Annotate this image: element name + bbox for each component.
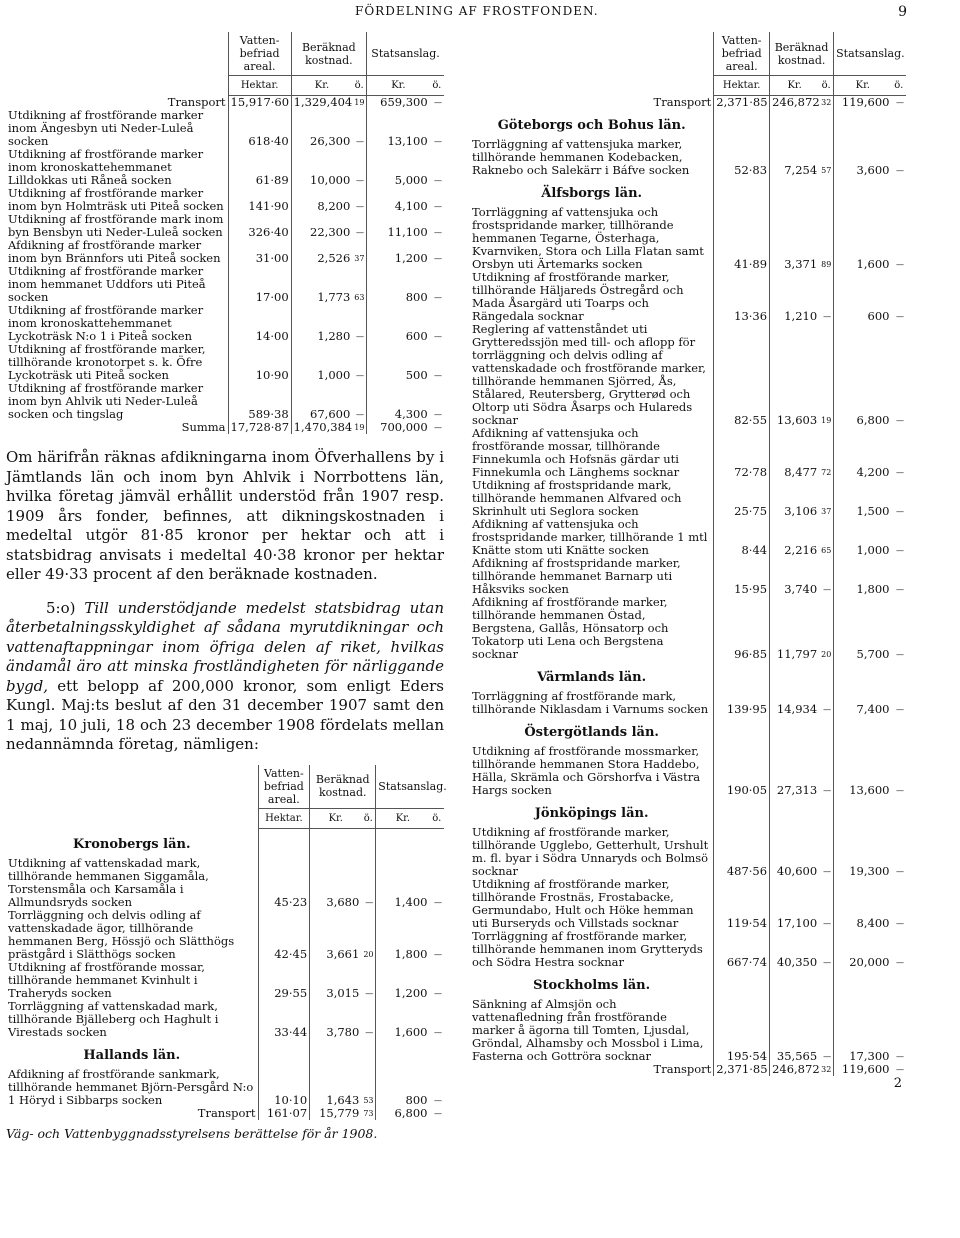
col-grant-header-2: Statsanslag. [376,765,444,809]
cell-grant: 6,800 [376,1107,430,1120]
cell-cost-ore: 19 [354,98,365,107]
cell-grant-ore: — [896,546,904,555]
row-description: Afdikning af frostspridande marker, tillhörande hemmanet Barnarp uti Håksviks socken [472,556,681,596]
unit-ore-3: ö. [819,76,833,96]
unit-grant-2: Kr. [376,808,430,828]
cell-grant: 8,400 [834,878,892,930]
cell-grant-ore: — [896,166,904,175]
unit-cost-3: Kr. [770,76,820,96]
table-row [6,857,444,909]
county-heading: Östergötlands län. [524,725,659,740]
running-title: FÖRDELNING AF FROSTFONDEN. [355,4,599,18]
cell-grant: 1,600 [376,1000,430,1039]
cell-grant: 11,100 [367,213,430,239]
cell-area: 10·10 [258,1068,310,1107]
table-right [470,32,906,1076]
cell-grant-ore: — [434,989,442,998]
cell-grant: 600 [834,271,892,323]
cell-cost: 246,872 [770,1063,820,1076]
county-row [470,661,906,690]
cell-grant-ore: — [896,507,904,516]
row-description: Utdikning af frostspridande mark, tillhörande hemmanen Alfvared och Skrinhult uti Seglora socken [472,478,682,518]
transport-row [470,96,906,110]
units-row [6,76,444,96]
cell-area: 10·90 [228,343,291,382]
cell-area: 15,917·60 [228,96,291,110]
col-area-header-2: Vatten-befriad areal. [258,765,310,809]
cell-area: 17·00 [228,265,291,304]
cell-grant-ore: — [434,898,442,907]
table-row [470,878,906,930]
unit-ore2: ö. [430,76,444,96]
row-description: Torrläggning af frostförande marker, tillhörande hemmanen inom Grytteryds och Södra Hestra socknar [472,929,703,969]
cell-area: 45·23 [258,857,310,909]
cell-cost: 1,329,404 [291,96,352,110]
cell-grant: 1,800 [834,557,892,596]
table-row [470,138,906,177]
cell-cost-ore: 53 [363,1096,374,1105]
cell-grant-ore: — [896,786,904,795]
cell-grant: 1,000 [834,518,892,557]
cell-cost: 1,000 [291,343,352,382]
row-description: Utdikning af frostförande mossmarker, tillhörande hemmanen Stora Haddebo, Hälla, Skrämla och Görshorfva i Västra Hargs socken [472,744,701,797]
cell-grant: 800 [376,1068,430,1107]
cell-grant: 1,600 [834,206,892,271]
table-row [470,596,906,661]
cell-grant-ore: — [434,1109,442,1118]
cell-cost: 15,779 [310,1107,362,1120]
county-heading: Göteborgs och Bohus län. [497,118,686,133]
cell-grant-ore: — [434,228,442,237]
row-description: Utdikning af frostförande marker inom Ängesbyn uti Neder-Luleå socken [8,108,204,148]
cell-area: 15·95 [714,557,770,596]
cell-cost: 3,106 [770,479,820,518]
cell-cost-ore: 32 [821,1065,832,1074]
cell-grant: 7,400 [834,690,892,716]
row-description: Utdikning af frostförande marker inom kronoskattehemmanet Lilldokkas uti Råneå socken [8,147,204,187]
cell-grant-ore: — [896,867,904,876]
cell-cost-ore: — [356,202,365,211]
cell-grant: 1,500 [834,479,892,518]
table-row [470,206,906,271]
cell-area: 72·78 [714,427,770,479]
right-column [470,32,906,1091]
cell-cost-ore: 63 [354,293,365,302]
cell-cost-ore: — [823,786,832,795]
table-row [6,382,444,421]
cell-grant: 3,600 [834,138,892,177]
cell-grant-ore: — [434,254,442,263]
cell-grant-ore: — [896,958,904,967]
footer-source: Väg- och Vattenbyggnadsstyrelsens berättelse för år 1908. [6,1126,378,1141]
county-heading: Älfsborgs län. [541,186,643,201]
cell-cost-ore: — [823,919,832,928]
row-description: Transport [167,95,226,109]
cell-area: 41·89 [714,206,770,271]
cell-cost: 17,100 [770,878,820,930]
row-description: Afdikning af frostförande marker, tillhörande hemmanen Östad, Bergstena, Gallås, Hönsatorp och Tokatorp uti Lena och Bergstena socknar [472,595,669,661]
cell-grant-ore: — [434,1028,442,1037]
county-heading: Värmlands län. [537,670,647,685]
table-row [6,213,444,239]
cell-area: 8·44 [714,518,770,557]
cell-grant-ore: — [434,1096,442,1105]
cell-cost: 14,934 [770,690,820,716]
units-row-3 [470,76,906,96]
cell-area: 487·56 [714,826,770,878]
table-row [470,745,906,797]
unit-ore2-2: ö. [429,808,444,828]
row-description: Torrläggning af vattensjuka marker, tillhörande hemmanen Kodebacken, Raknebo och Salekärr i Báfve socken [472,137,690,177]
section-number: 5:o) [46,598,76,617]
cell-cost: 3,661 [310,909,362,961]
county-heading: Hallands län. [83,1048,181,1063]
cell-grant-ore: — [434,371,442,380]
cell-cost-ore: — [823,867,832,876]
cell-cost-ore: 19 [821,416,832,425]
row-description: Afdikning af frostförande marker inom byn Brännfors uti Piteå socken [8,238,221,265]
row-description: Afdikning af vattensjuka och frostförande mossar, tillhörande Finnekumla och Hofsnäs gärdar uti Finnekumla och Länghems socknar [472,426,680,479]
row-description: Afdikning af vattensjuka och frostspridande marker, tillhörande 1 mtl Knätte stom uti Knätte socken [472,517,708,557]
table-row [470,826,906,878]
cell-cost-ore: 73 [363,1109,374,1118]
cell-cost: 10,000 [291,148,352,187]
cell-grant: 800 [367,265,430,304]
cell-grant: 600 [367,304,430,343]
cell-cost-ore: 20 [821,650,832,659]
cell-area: 2,371·85 [714,96,770,110]
section-title-italic: Till understödjande medelst statsbidrag utan återbetalningsskyldighet af sådana myrutdikningar och vattenaftappningar inom öfriga delen af riket, hvilkas ändamål äro att minska frostländigheten för närliggande bygd, [6,598,444,695]
table-row [6,109,444,148]
col-grant-header-3: Statsanslag. [834,32,906,76]
row-description: Utdikning af frostförande marker, tillhörande Ugglebo, Getterhult, Urshult m. fl. byar i Södra Unnaryds och Bolmsö socknar [472,825,709,878]
cell-cost-ore: 37 [354,254,365,263]
cell-grant: 4,100 [367,187,430,213]
row-description: Transport [653,95,712,109]
cell-grant: 17,300 [834,998,892,1063]
section-text: ett belopp af 200,000 kronor, som enligt Eders Kungl. Maj:ts beslut af den 31 december 1907 samt den 1 maj, 10 juli, 18 och 23 december 1908 fördelats mellan nedannämnda företag, nämligen: [6,676,444,753]
row-description: Utdikning af frostförande mossar, tillhörande hemmanet Kvinhult i Traheryds socken [8,960,205,1000]
row-description: Torrläggning och delvis odling af vattenskadade ägor, tillhörande hemmanen Berg, Hössjö och Slätthögs prästgård i Slätthögs socken [8,908,235,961]
units-row-2 [6,808,444,828]
cell-area: 14·00 [228,304,291,343]
table-row [470,557,906,596]
cell-cost-ore: — [365,1028,374,1037]
table-row [470,427,906,479]
unit-area-3: Hektar. [714,76,770,96]
cell-grant-ore: — [434,950,442,959]
unit-ore: ö. [352,76,366,96]
transport-row [6,1107,444,1120]
cell-area: 42·45 [258,909,310,961]
cell-grant: 5,000 [367,148,430,187]
cell-cost-ore: 57 [821,166,832,175]
cell-grant: 6,800 [834,323,892,427]
county-row [470,797,906,826]
paragraph-averages: Om härifrån räknas afdikningarna inom Öfverhallens by i Jämtlands län och inom byn Ahlvik i Norrbottens län, hvilka företag jämväl erhållit understöd från 1907 resp. 1909 års fonder, befinnes, att dikningskostnaden i medeltal utgör 81·85 kronor per hektar och att i statsbidrag anvisats i medeltal 40·38 kronor per hektar eller 49·33 procent af den beräknade kostnaden. [6,448,444,583]
cell-cost-ore: — [365,989,374,998]
cell-cost: 40,350 [770,930,820,969]
cell-cost-ore: — [823,958,832,967]
cell-cost-ore: — [356,228,365,237]
cell-grant-ore: — [434,293,442,302]
row-description: Utdikning af frostförande marker inom byn Ahlvik uti Neder-Luleå socken och tingslag [8,381,204,421]
row-description: Summa [181,420,226,434]
cell-cost: 13,603 [770,323,820,427]
cell-cost: 1,210 [770,271,820,323]
row-description: Utdikning af frostförande mark inom byn Bensbyn uti Neder-Luleå socken [8,212,224,239]
county-row [470,177,906,206]
col-area-header: Vatten-befriad areal. [228,32,291,76]
cell-cost: 22,300 [291,213,352,239]
row-description: Utdikning af frostförande marker inom hemmanet Uddfors uti Piteå socken [8,264,206,304]
cell-area: 82·55 [714,323,770,427]
cell-cost: 8,200 [291,187,352,213]
cell-cost-ore: 20 [363,950,374,959]
cell-area: 61·89 [228,148,291,187]
row-description: Transport [653,1062,712,1076]
cell-grant: 500 [367,343,430,382]
table-row [470,998,906,1063]
cell-cost-ore: — [823,705,832,714]
cell-grant-ore: — [434,410,442,419]
table-row [470,518,906,557]
cell-cost: 246,872 [770,96,820,110]
cell-grant-ore: — [434,202,442,211]
cell-cost-ore: 89 [821,260,832,269]
cell-grant: 1,200 [367,239,430,265]
unit-ore-2: ö. [361,808,375,828]
table-row [6,1000,444,1039]
cell-grant-ore: — [896,416,904,425]
cell-cost: 3,680 [310,857,362,909]
row-description: Utdikning af frostförande marker, tillhörande Frostnäs, Frostabacke, Germundabo, Hult och Höke hemman uti Burseryds och Villstads socknar [472,877,694,930]
row-description: Utdikning af vattenskadad mark, tillhörande hemmanen Siggamåla, Torstensmåla och Karsamåla i Allmundsryds socken [8,856,209,909]
cell-cost: 1,643 [310,1068,362,1107]
transport-row-end [470,1063,906,1076]
cell-cost: 35,565 [770,998,820,1063]
cell-area: 667·74 [714,930,770,969]
cell-grant-ore: — [896,98,904,107]
cell-area: 13·36 [714,271,770,323]
unit-cost: Kr. [291,76,352,96]
cell-area: 589·38 [228,382,291,421]
cell-cost: 40,600 [770,826,820,878]
paragraph-section-5 [6,599,444,755]
county-row [470,969,906,998]
cell-cost: 3,780 [310,1000,362,1039]
cell-area: 618·40 [228,109,291,148]
row-description: Utdikning af frostförande marker, tillhörande kronotorpet s. k. Öfre Lyckoträsk uti Piteå socken [8,342,206,382]
unit-grant: Kr. [367,76,430,96]
table-row [6,148,444,187]
cell-grant-ore: — [896,1052,904,1061]
cell-cost: 3,371 [770,206,820,271]
table-row [6,909,444,961]
cell-cost: 3,015 [310,961,362,1000]
table-kronoberg-halland [6,765,447,1121]
cell-cost-ore: — [823,585,832,594]
cell-cost: 1,470,384 [291,421,352,434]
cell-area: 326·40 [228,213,291,239]
cell-cost-ore: — [356,332,365,341]
table-row [6,1068,444,1107]
cell-area: 33·44 [258,1000,310,1039]
county-heading: Jönköpings län. [534,806,649,821]
cell-grant: 119,600 [834,1063,892,1076]
col-grant-header: Statsanslag. [367,32,444,76]
cell-grant: 1,800 [376,909,430,961]
cell-cost-ore: — [356,176,365,185]
cell-cost-ore: 32 [821,98,832,107]
cell-cost-ore: 19 [354,423,365,432]
sheet-mark: 2 [893,1076,902,1091]
transport-row [6,96,444,110]
cell-area: 31·00 [228,239,291,265]
unit-cost-2: Kr. [310,808,362,828]
table-row [6,304,444,343]
cell-grant-ore: — [896,312,904,321]
cell-cost-ore: 65 [821,546,832,555]
unit-area: Hektar. [228,76,291,96]
cell-area: 52·83 [714,138,770,177]
row-description: Sänkning af Almsjön och vattenafledning från frostförande marker å ägorna till Tomten, Ljusdal, Gröndal, Alhamsby och Mossbol i Lima, Fasterna och Gottröra socknar [472,997,704,1063]
table-row [6,187,444,213]
table-norrbotten [6,32,444,434]
col-cost-header-3: Beräknad kostnad. [770,32,834,76]
table-row [470,479,906,518]
table-row [470,690,906,716]
cell-area: 29·55 [258,961,310,1000]
cell-grant-ore: — [434,176,442,185]
cell-area: 17,728·87 [228,421,291,434]
cell-grant-ore: — [434,98,442,107]
county-row [470,716,906,745]
cell-grant-ore: — [434,423,442,432]
cell-area: 195·54 [714,998,770,1063]
cell-cost-ore: — [823,1052,832,1061]
column-headers-3 [470,32,906,76]
row-description: Transport [197,1106,256,1120]
cell-area: 96·85 [714,596,770,661]
cell-grant-ore: — [896,585,904,594]
cell-grant: 5,700 [834,596,892,661]
county-heading: Stockholms län. [533,978,651,993]
table-row [470,930,906,969]
cell-area: 141·90 [228,187,291,213]
cell-grant: 13,100 [367,109,430,148]
cell-grant: 4,200 [834,427,892,479]
cell-cost: 11,797 [770,596,820,661]
row-description: Torrläggning af frostförande mark, tillhörande Niklasdam i Varnums socken [472,689,709,716]
cell-cost: 7,254 [770,138,820,177]
cell-grant-ore: — [896,1065,904,1074]
cell-cost-ore: 37 [821,507,832,516]
cell-cost-ore: — [356,410,365,419]
cell-cost-ore: 72 [821,468,832,477]
cell-grant-ore: — [896,705,904,714]
page-header [0,4,960,20]
page-number: 9 [898,4,908,20]
cell-area: 119·54 [714,878,770,930]
table-row [6,343,444,382]
cell-grant: 13,600 [834,745,892,797]
cell-grant: 4,300 [367,382,430,421]
cell-cost-ore: — [356,137,365,146]
cell-grant: 19,300 [834,826,892,878]
summa-row [6,421,444,434]
county-heading: Kronobergs län. [73,837,191,852]
column-headers-2 [6,765,444,809]
col-cost-header: Beräknad kostnad. [291,32,366,76]
cell-cost-ore: — [823,312,832,321]
column-headers [6,32,444,76]
cell-cost: 27,313 [770,745,820,797]
cell-cost: 1,280 [291,304,352,343]
table-row [6,961,444,1000]
cell-cost: 26,300 [291,109,352,148]
table-row [470,271,906,323]
cell-area: 190·05 [714,745,770,797]
cell-grant: 20,000 [834,930,892,969]
row-description: Torrläggning af vattenskadad mark, tillhörande Bjälleberg och Haghult i Virestads socken [8,999,219,1039]
cell-cost: 1,773 [291,265,352,304]
cell-area: 161·07 [258,1107,310,1120]
cell-grant: 659,300 [367,96,430,110]
cell-grant: 1,400 [376,857,430,909]
cell-grant-ore: — [896,468,904,477]
unit-area-2: Hektar. [258,808,310,828]
row-description: Reglering af vattenståndet uti Grytteredssjön med till- och aflopp för torrläggning och delvis odling af vattenskadade och frostförande marker, tillhörande hemmanen Sjörred, Ås, Stålared, Reutersberg, Grytterød och Oltorp uti Södra Åsarps och Hulareds socknar [472,322,706,427]
cell-grant-ore: — [896,650,904,659]
cell-grant-ore: — [896,919,904,928]
cell-cost-ore: — [356,371,365,380]
cell-cost: 2,526 [291,239,352,265]
cell-grant: 119,600 [834,96,892,110]
col-area-header-3: Vatten-befriad areal. [714,32,770,76]
row-description: Utdikning af frostförande marker, tillhörande Häljareds Östregård och Mada Åsargärd uti Toarps och Rängedala socknar [472,270,684,323]
cell-area: 139·95 [714,690,770,716]
county-row [6,828,444,857]
cell-grant: 700,000 [367,421,430,434]
unit-ore2-3: ö. [891,76,906,96]
left-column [6,32,447,1141]
cell-area: 2,371·85 [714,1063,770,1076]
cell-cost: 8,477 [770,427,820,479]
row-description: Torrläggning af vattensjuka och frostspridande marker, tillhörande hemmanen Tegarne, Österhaga, Kvarnviken, Stora och Lilla Flatan samt Orsbyn uti Ärtemarks socken [472,205,704,271]
row-description: Utdikning af frostförande marker inom byn Holmträsk uti Piteå socken [8,186,224,213]
cell-grant-ore: — [434,137,442,146]
county-row [6,1039,444,1068]
cell-cost: 67,600 [291,382,352,421]
unit-grant-3: Kr. [834,76,892,96]
county-row [470,109,906,138]
cell-grant-ore: — [896,260,904,269]
row-description: Afdikning af frostförande sankmark, tillhörande hemmanet Björn-Persgård N:o 1 Höryd i Sibbarps socken [8,1067,254,1107]
col-cost-header-2: Beräknad kostnad. [310,765,376,809]
cell-cost-ore: — [365,898,374,907]
cell-cost: 3,740 [770,557,820,596]
cell-grant-ore: — [434,332,442,341]
table-row [6,265,444,304]
cell-grant: 1,200 [376,961,430,1000]
cell-cost: 2,216 [770,518,820,557]
cell-area: 25·75 [714,479,770,518]
row-description: Utdikning af frostförande marker inom kronoskattehemmanet Lyckoträsk N:o 1 i Piteå socken [8,303,204,343]
table-row [6,239,444,265]
table-row [470,323,906,427]
